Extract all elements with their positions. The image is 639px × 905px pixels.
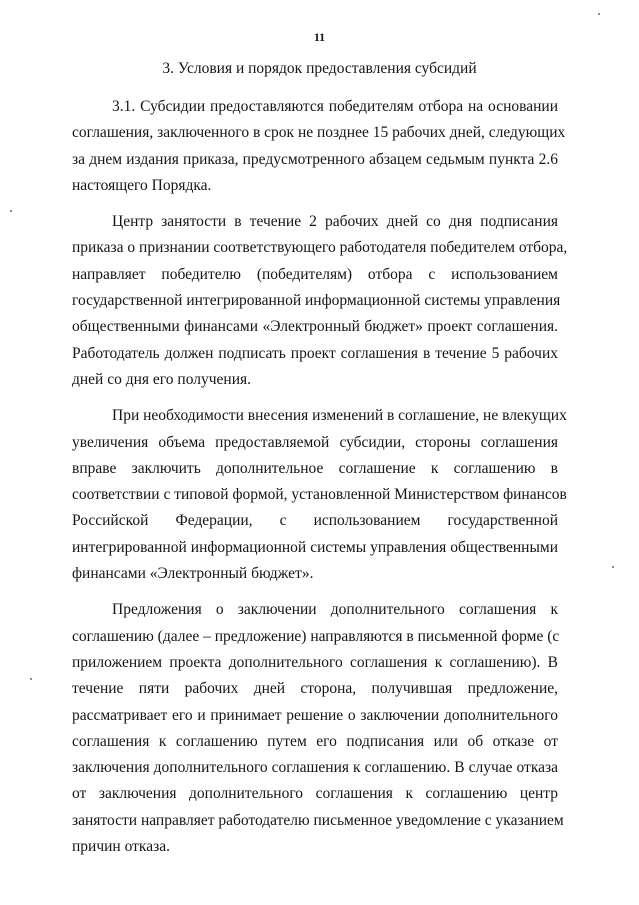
text-line: дней со дня его получения. — [72, 370, 251, 388]
text-line: Российской Федерации, с использованием государственной — [72, 512, 558, 530]
text-line: Предложения о заключении дополнительного соглашения к — [112, 601, 558, 619]
paragraph-3-1 — [72, 94, 566, 199]
text-line: за днем издания приказа, предусмотренного абзацем седьмым пункта 2.6 — [72, 150, 558, 168]
text-line: соглашения к соглашению путем его подписания или об отказе от — [72, 732, 558, 750]
text-line: соглашению (далее – предложение) направляются в письменной форме (с — [72, 627, 560, 645]
text-line: соответствии с типовой формой, установленной Министерством финансов — [72, 486, 567, 504]
paragraph-employment-center — [72, 209, 568, 393]
text-line: от заключения дополнительного соглашения к соглашению центр — [72, 785, 558, 803]
paragraph-proposals — [72, 597, 564, 860]
paragraph-amendments — [72, 403, 567, 587]
text-line: финансами «Электронный бюджет». — [72, 565, 314, 583]
text-line: Работодатель должен подписать проект соглашения в течение 5 рабочих — [72, 344, 558, 362]
text-line: рассматривает его и принимает решение о заключении дополнительного — [72, 706, 558, 724]
page-number: 11 — [313, 30, 326, 44]
text-line: 3.1. Субсидии предоставляются победителям отбора на основании — [112, 98, 558, 115]
scan-speck — [30, 678, 32, 680]
text-line: соглашения, заключенного в срок не позднее 15 рабочих дней, следующих — [72, 124, 566, 142]
text-line: направляет победителю (победителям) отбора с использованием — [72, 265, 558, 283]
text-line: При необходимости внесения изменений в соглашение, не влекущих — [112, 407, 567, 425]
text-line: увеличения объема предоставляемой субсидии, стороны соглашения — [72, 433, 558, 451]
text-line: приказа о признании соответствующего работодателя победителем отбора, — [72, 239, 568, 257]
text-line: интегрированной информационной системы управления общественными — [72, 538, 558, 556]
scan-speck — [612, 566, 614, 568]
section-heading: 3. Условия и порядок предоставления субсидий — [162, 60, 477, 77]
text-line: общественными финансами «Электронный бюджет» проект соглашения. — [72, 318, 558, 336]
scan-speck — [10, 210, 12, 212]
text-line: занятости направляет работодателю письменное уведомление с указанием — [72, 811, 564, 829]
text-line: вправе заключить дополнительное соглашение к соглашению в — [72, 459, 558, 477]
text-line: причин отказа. — [72, 838, 170, 856]
text-line: приложением проекта дополнительного соглашения к соглашению). В — [72, 653, 558, 671]
scan-speck — [598, 13, 600, 15]
text-line: заключения дополнительного соглашения к соглашению. В случае отказа — [72, 759, 558, 777]
text-line: Центр занятости в течение 2 рабочих дней со дня подписания — [112, 213, 558, 231]
text-line: государственной интегрированной информационной системы управления — [72, 292, 561, 310]
text-line: течение пяти рабочих дней сторона, получившая предложение, — [72, 680, 558, 698]
text-line: настоящего Порядка. — [72, 176, 212, 194]
document-body — [72, 94, 568, 870]
